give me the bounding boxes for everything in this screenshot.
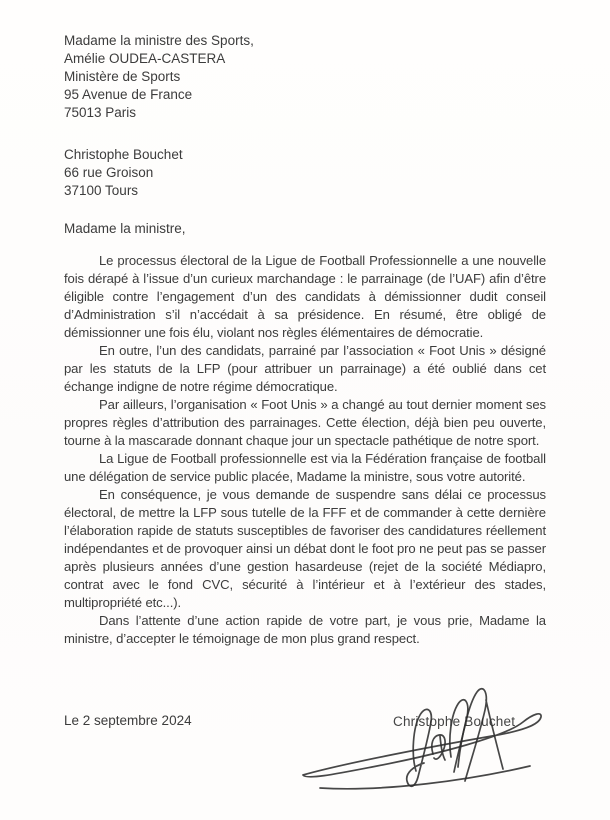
letter-body (64, 252, 546, 648)
body-paragraph: En conséquence, je vous demande de suspendre sans délai ce processus électoral, de mettre la LFP sous tutelle de la FFF et de commander à cette dernière l’élaboration rapide de statuts susceptibles de favoriser des candidatures réellement indépendantes et de provoquer ainsi un débat dont le foot pro ne peut pas se passer après plusieurs années d’une gestion hasardeuse (rejet de la société Médiapro, contrat avec le fond CVC, sécurité à l’intérieur et à l’extérieur des stades, multipropriété etc...). (64, 487, 546, 610)
salutation: Madame la ministre, (64, 221, 186, 236)
recipient-line: Amélie OUDEA-CASTERA (64, 51, 226, 66)
body-paragraph: La Ligue de Football professionnelle est via la Fédération française de football une délégation de service public placée, Madame la ministre, sous votre autorité. (64, 451, 546, 484)
date-line: Le 2 septembre 2024 (64, 713, 192, 728)
sender-line: 37100 Tours (64, 183, 139, 198)
signature-name: Christophe Bouchet (393, 714, 516, 729)
body-paragraph: Par ailleurs, l’organisation « Foot Unis » a changé au tout dernier moment ses propres règles d’attribution des parrainages. Cette élection, déjà bien peu ouverte, tourne à la mascarade donnant chaque jour un spectacle pathétique de notre sport. (64, 397, 546, 448)
sender-line: 66 rue Groison (64, 165, 154, 180)
body-paragraph: En outre, l’un des candidats, parrainé par l’association « Foot Unis » désigné par les statuts de la LFP (pour attribuer un parrainage) a été oublié dans cet échange indigne de notre régime démocratique. (64, 343, 546, 394)
recipient-line: 75013 Paris (64, 105, 137, 120)
body-paragraph: Le processus électoral de la Ligue de Football Professionnelle a une nouvelle fois dérapé à l’issue d’un curieux marchandage : le parrainage (de l’UAF) afin d’être éligible contre l’engagement d’un des candidats à démissionner dudit conseil d’Administration s’il n’accédait à sa présidence. En résumé, être obligé de démissionner une fois élu, violant nos règles élémentaires de démocratie. (64, 253, 546, 340)
sender-line: Christophe Bouchet (64, 147, 183, 162)
recipient-line: Madame la ministre des Sports, (64, 33, 254, 48)
recipient-line: 95 Avenue de France (64, 87, 193, 102)
body-paragraph: Dans l’attente d’une action rapide de votre part, je vous prie, Madame la ministre, d’accepter le témoignage de mon plus grand respect. (64, 613, 546, 646)
recipient-line: Ministère de Sports (64, 69, 181, 84)
sender-address-block (64, 146, 546, 200)
recipient-address-block (64, 32, 546, 122)
signature-icon (290, 675, 610, 805)
